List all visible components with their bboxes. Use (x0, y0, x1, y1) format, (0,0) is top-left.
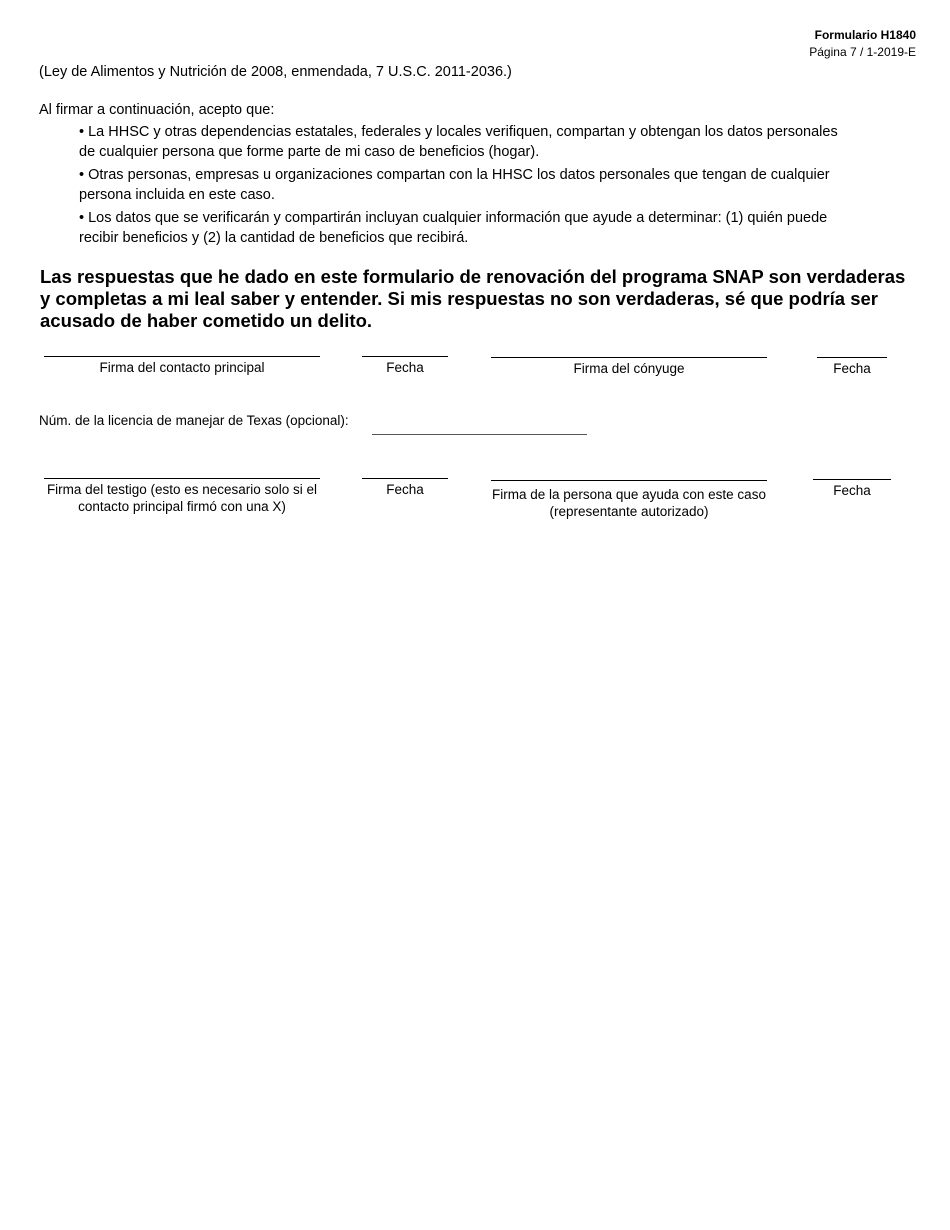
witness-signature-label: Firma del testigo (esto es necesario solo si el contacto principal firmó con una X) (46, 482, 318, 514)
spouse-signature-label: Firma del cónyuge (573, 361, 685, 376)
representative-signature-label: Firma de la persona que ayuda con este caso (representante autorizado) (492, 487, 766, 519)
license-label: Núm. de la licencia de manejar de Texas (opcional): (39, 413, 349, 428)
representative-signature-line[interactable] (491, 480, 767, 481)
witness-date-line[interactable] (362, 478, 448, 479)
spouse-date-line[interactable] (817, 357, 887, 358)
agreement-intro: Al firmar a continuación, acepto que: (39, 102, 275, 118)
representative-date-label: Fecha (833, 483, 871, 498)
witness-signature-line[interactable] (44, 478, 320, 479)
representative-date-line[interactable] (813, 479, 891, 480)
principal-date-label: Fecha (386, 360, 424, 375)
law-reference: (Ley de Alimentos y Nutrición de 2008, enmendada, 7 U.S.C. 2011-2036.) (39, 64, 512, 80)
principal-signature-line[interactable] (44, 356, 320, 357)
spouse-date-label: Fecha (833, 361, 871, 376)
license-input-line[interactable] (372, 434, 587, 435)
principal-signature-label: Firma del contacto principal (99, 360, 265, 375)
bullet-item: • La HHSC y otras dependencias estatales, federales y locales verifiquen, compartan y obtengan los datos personales de cualquier persona que forme parte de mi caso de beneficios (hogar). (79, 124, 838, 160)
witness-date-label: Fecha (386, 482, 424, 497)
bullet-item: • Los datos que se verificarán y compartirán incluyan cualquier información que ayude a determinar: (1) quién puede recibir beneficios y (2) la cantidad de beneficios que recibirá. (79, 210, 828, 246)
form-id: Formulario H1840 (814, 28, 916, 42)
principal-date-line[interactable] (362, 356, 448, 357)
certification-statement: Las respuestas que he dado en este formulario de renovación del programa SNAP son verdaderas y completas a mi leal saber y entender. Si mis respuestas no son verdaderas, sé que podría ser acusado de haber cometido un delito. (40, 266, 906, 331)
page-info: Página 7 / 1-2019-E (809, 45, 916, 59)
agreement-bullets (79, 122, 839, 251)
bullet-item: • Otras personas, empresas u organizaciones compartan con la HHSC los datos personales que tengan de cualquier persona incluida en este caso. (79, 167, 830, 203)
spouse-signature-line[interactable] (491, 357, 767, 358)
